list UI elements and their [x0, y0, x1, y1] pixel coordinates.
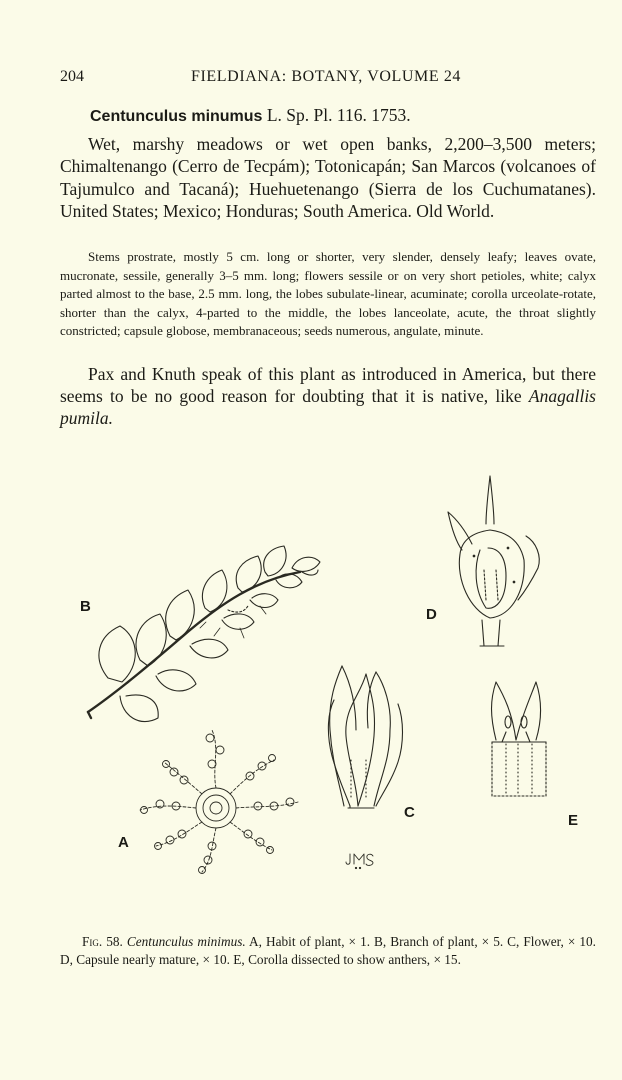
drawing-e-corolla [492, 682, 547, 796]
discussion-paragraph [60, 363, 596, 430]
caption-species: Centunculus minimus. [126, 934, 246, 949]
artist-signature [346, 854, 373, 869]
drawing-a-habit [140, 730, 298, 874]
botanical-illustration [60, 460, 596, 910]
label-e: E [568, 812, 579, 829]
label-d: D [426, 606, 437, 623]
label-b: B [80, 598, 91, 615]
label-a: A [118, 834, 129, 851]
page-number: 204 [60, 68, 84, 85]
distribution-text: Wet, marshy meadows or wet open banks, 2,200–3,500 meters; Chimaltenango (Cerro de Tecpám); Totonicapán; San Marcos (volcanoes of Tajumulco and Tacaná); Huehuetenango (Sierra de los Cuchumatanes). United States; Mexico; Honduras; South America. Old World. [60, 134, 596, 222]
discussion-italic-name: Anagallis pumila. [60, 386, 596, 429]
discussion-text: Pax and Knuth speak of this plant as introduced in America, but there seems to be no good reason for doubting that it is native, like [60, 364, 596, 407]
drawing-c-flower [328, 666, 402, 808]
description-text: Stems prostrate, mostly 5 cm. long or shorter, very slender, densely leafy; leaves ovate, mucronate, sessile, generally 3–5 mm. long; flowers sessile or on very short petioles, white; calyx parted almost to the base, 2.5 mm. long, the lobes subulate-linear, acuminate; corolla urceolate-rotate, shorter than the calyx, 4-parted to the middle, the lobes lanceolate, acute, the throat slightly constricted; capsule globose, membranaceous; seeds numerous, angulate, minute. [60, 249, 596, 339]
label-c: C [404, 804, 415, 821]
species-name: Centunculus minumus [90, 108, 263, 125]
caption-fig-number: Fig. 58. [82, 934, 123, 949]
species-heading [90, 104, 411, 128]
distribution-paragraph [60, 133, 596, 223]
description-paragraph [60, 248, 596, 341]
species-citation: L. Sp. Pl. 116. 1753. [266, 105, 411, 125]
caption-body [60, 933, 596, 968]
drawing-b-branch [88, 546, 320, 722]
figure-caption [60, 933, 596, 968]
figure-plate [60, 460, 596, 910]
caption-text: A, Habit of plant, × 1. B, Branch of plant, × 5. C, Flower, × 10. D, Capsule nearly mature, × 10. E, Corolla dissected to show anthers, × 15. [60, 934, 596, 967]
drawing-d-capsule [448, 476, 539, 646]
journal-title: FIELDIANA: BOTANY, VOLUME 24 [191, 68, 462, 85]
discussion-body [60, 363, 596, 430]
